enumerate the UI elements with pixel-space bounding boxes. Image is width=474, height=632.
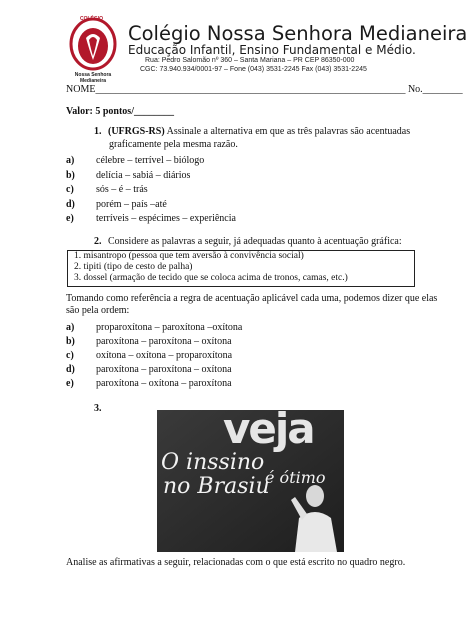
logo-caption xyxy=(62,72,124,84)
school-contact: CGC: 73.940.934/0001-97 – Fone (043) 3531-2245 Fax (043) 3531-2245 xyxy=(140,66,367,73)
q1-option-c[interactable] xyxy=(66,184,148,195)
question-1-text-line-2: graficamente pela mesma razão. xyxy=(109,139,238,150)
question-2-prompt-line-2: são pela ordem: xyxy=(66,305,130,316)
q1-option-e[interactable] xyxy=(66,213,236,224)
magazine-brand: veja xyxy=(223,410,314,453)
question-1-number: 1. xyxy=(94,126,102,137)
logo-arc-text: COLÉGIO xyxy=(80,16,104,22)
valor-field-label: Valor: 5 pontos/________ xyxy=(66,106,174,117)
question-3-caption: Analise as afirmativas a seguir, relacionadas com o que está escrito no quadro negro. xyxy=(66,557,406,568)
q2-option-a[interactable] xyxy=(66,322,242,333)
q1-option-a[interactable] xyxy=(66,155,204,166)
q1-option-letter: e) xyxy=(66,213,74,224)
q2-option-e[interactable] xyxy=(66,378,232,389)
question-2-prompt-line-1: Tomando como referência a regra de acentuação aplicável cada uma, podemos dizer que elas xyxy=(66,293,438,304)
q2-option-text: oxítona – oxítona – proparoxítona xyxy=(96,350,233,361)
q1-option-letter: c) xyxy=(66,184,74,195)
q1-option-letter: d) xyxy=(66,199,75,210)
q2-option-text: paroxítona – oxítona – paroxítona xyxy=(96,378,232,389)
q2-option-text: paroxítona – paroxítona – oxítona xyxy=(96,364,232,375)
q1-option-text: célebre – terrível – biólogo xyxy=(96,155,205,166)
question-1-source: (UFRGS-RS) xyxy=(108,126,165,137)
q2-option-text: proparoxítona – paroxítona –oxítona xyxy=(96,322,243,333)
q1-option-d[interactable] xyxy=(66,199,167,210)
q1-option-text: sós – é – trás xyxy=(96,184,148,195)
word-list-item: 3. dossel (armação de tecido que se coloca acima de tronos, camas, etc.) xyxy=(74,273,348,283)
teacher-head xyxy=(306,485,324,507)
q1-option-b[interactable] xyxy=(66,170,190,181)
nome-field-label: NOME______________________________________________________________ No.________ xyxy=(66,84,463,95)
q2-option-letter: b) xyxy=(66,336,75,347)
q1-option-letter: b) xyxy=(66,170,75,181)
question-1-text-line-1: Assinale a alternativa em que as três palavras são acentuadas xyxy=(164,126,411,137)
logo-caption-line-2: Medianeira xyxy=(79,78,107,84)
q2-option-d[interactable] xyxy=(66,364,232,375)
q1-option-text: porém – país –até xyxy=(96,199,167,210)
question-3-number: 3. xyxy=(94,403,102,414)
school-address: Rua: Pedro Salomão nº 360 – Santa Mariana – PR CEP 86350-000 xyxy=(145,57,355,64)
word-list-item: 2. tipiti (tipo de cesto de palha) xyxy=(74,262,193,272)
school-subtitle: Educação Infantil, Ensino Fundamental e Médio. xyxy=(128,43,416,57)
q2-option-text: paroxítona – paroxítona – oxítona xyxy=(96,336,232,347)
chalk-line-1: O inssino xyxy=(161,450,265,475)
word-list-box xyxy=(67,250,415,287)
logo-caption-line-1: Nossa Senhora xyxy=(74,72,112,78)
question-2 xyxy=(94,235,402,248)
q2-option-letter: c) xyxy=(66,350,74,361)
q2-option-c[interactable] xyxy=(66,350,232,361)
chalkboard-photo xyxy=(157,410,344,552)
question-1 xyxy=(94,125,414,138)
q2-option-letter: e) xyxy=(66,378,74,389)
q2-option-b[interactable] xyxy=(66,336,232,347)
q1-option-text: delícia – sabiá – diários xyxy=(96,170,191,181)
q1-option-letter: a) xyxy=(66,155,75,166)
question-2-number: 2. xyxy=(94,236,102,247)
q2-option-letter: a) xyxy=(66,322,75,333)
question-2-text: Considere as palavras a seguir, já adequadas quanto à acentuação gráfica: xyxy=(108,236,402,247)
chalk-line-3: é ótimo xyxy=(265,468,326,487)
school-name: Colégio Nossa Senhora Medianeira xyxy=(128,22,468,45)
word-list-item: 1. misantropo (pessoa que tem aversão à convivência social) xyxy=(74,251,304,261)
q1-option-text: terríveis – espécimes – experiência xyxy=(96,213,236,224)
chalk-line-2: no Brasiu xyxy=(163,474,270,499)
q2-option-letter: d) xyxy=(66,364,75,375)
